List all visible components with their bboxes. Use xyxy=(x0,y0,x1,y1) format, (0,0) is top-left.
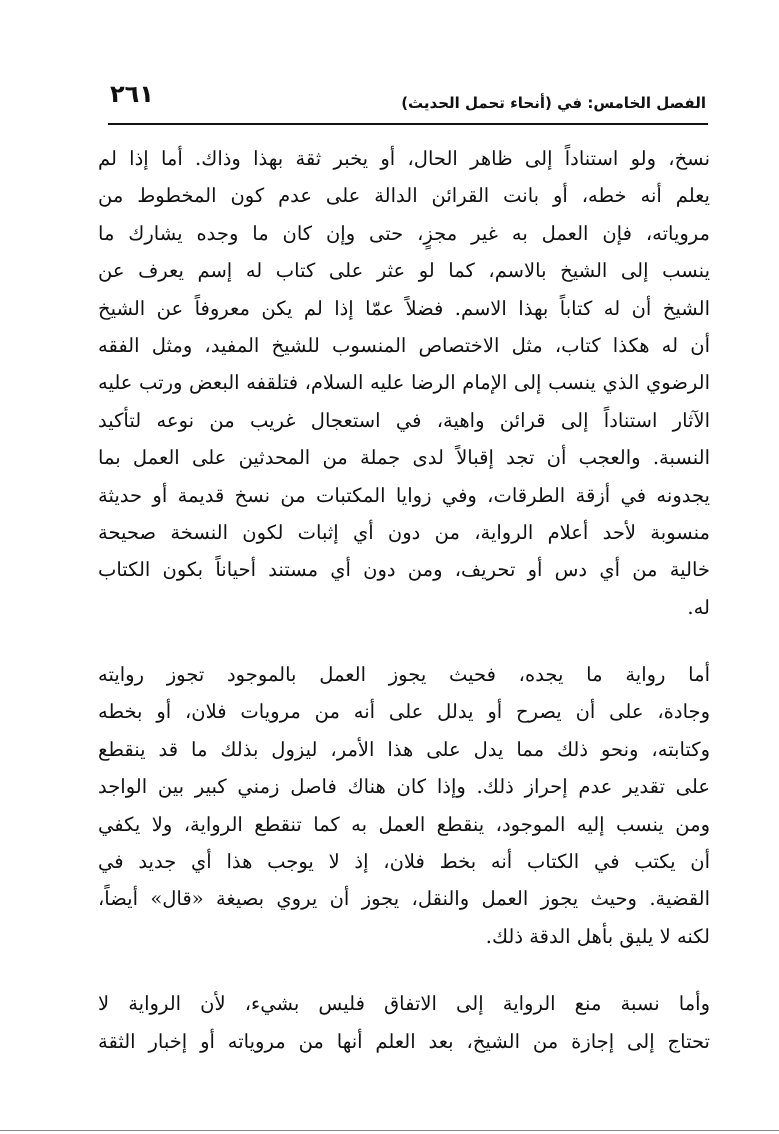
text-line: منسوبة لأحد أعلام الرواية، من دون أي إثبات لكون النسخة صحيحة xyxy=(98,520,710,544)
header-rule xyxy=(108,123,708,125)
text-line: تحتاج إلى إجازة من الشيخ، بعد العلم أنها من مروياته أو إخبار الثقة xyxy=(98,1029,710,1053)
text-line: وجادة، على أن يصرح أو يدلل على أنه من مرويات فلان، أو بخطه xyxy=(98,700,710,724)
chapter-title: الفصل الخامس: في (أنحاء تحمل الحديث) xyxy=(401,94,706,112)
text-line: الشيخ أن له كتاباً بهذا الاسم. فضلاً عمّا إذا لم يكن معروفاً عن الشيخ xyxy=(98,296,710,320)
paragraph-2 xyxy=(98,656,710,955)
text-line: مروياته، فإن العمل به غير مجزٍ، حتى وإن كان ما وجده يشارك ما xyxy=(98,221,710,245)
text-line: النسبة. والعجب أن تجد إقبالاً لدى جملة من المحدثين على العمل بما xyxy=(98,446,710,470)
text-line: وكتابته، ونحو ذلك مما يدل على هذا الأمر، ليزول بذلك ما قد ينقطع xyxy=(98,737,710,761)
text-line: على تقدير عدم إحراز ذلك. وإذا كان هناك فاصل زمني كبير بين الواجد xyxy=(98,775,710,799)
text-line: يجدونه في أزقة الطرقات، وفي زوايا المكتبات من نسخ قديمة أو حديثة xyxy=(98,483,710,507)
text-line: يعلم أنه خطه، أو بانت القرائن الدالة على عدم كون المخطوط من xyxy=(98,184,710,208)
text-line: القضية. وحيث يجوز العمل والنقل، يجوز أن يروي بصيغة «قال» أيضاً، xyxy=(98,887,710,911)
page-header xyxy=(110,80,706,122)
page-number: ٢٦١ xyxy=(110,80,154,108)
paragraph-gap xyxy=(98,626,710,656)
paragraph-gap xyxy=(98,955,710,985)
text-line: أن له هكذا كتاب، مثل الاختصاص المنسوب للشيخ المفيد، ومثل الفقه xyxy=(98,333,710,357)
text-line: نسخ، ولو استناداً إلى ظاهر الحال، أو يخبر ثقة بهذا وذاك. أما إذا لم xyxy=(98,147,710,170)
text-line: ومن ينسب إليه الموجود، ينقطع العمل به كما تنقطع الرواية، ولا يكفي xyxy=(98,812,710,836)
text-line: أما رواية ما يجده، فحيث يجوز العمل بالموجود تجوز روايته xyxy=(98,663,710,687)
text-line: أن يكتب في الكتاب أنه بخط فلان، إذ لا يوجب هذا أي جديد في xyxy=(98,850,710,874)
text-line: ينسب إلى الشيخ بالاسم، كما لو عثر على كتاب له إسم يعرف عن xyxy=(98,259,710,283)
paragraph-1 xyxy=(98,140,710,626)
text-line: له. xyxy=(687,595,710,619)
text-line: خالية من أي دس أو تحريف، ومن دون أي مستند أحياناً بكون الكتاب xyxy=(98,558,710,582)
text-line: الرضوي الذي ينسب إلى الإمام الرضا عليه السلام، فتلقفه البعض ورتب عليه xyxy=(98,371,710,395)
footer-rule xyxy=(0,1130,779,1131)
paragraph-3 xyxy=(98,985,710,1060)
text-line: لكنه لا يليق بأهل الدقة ذلك. xyxy=(485,924,710,948)
text-line: الآثار استناداً إلى قرائن واهية، في استعجال غريب من نوعه لتأكيد xyxy=(98,408,710,432)
page-body xyxy=(98,140,710,1060)
text-line: وأما نسبة منع الرواية إلى الاتفاق فليس بشيء، لأن الرواية لا xyxy=(98,992,710,1016)
